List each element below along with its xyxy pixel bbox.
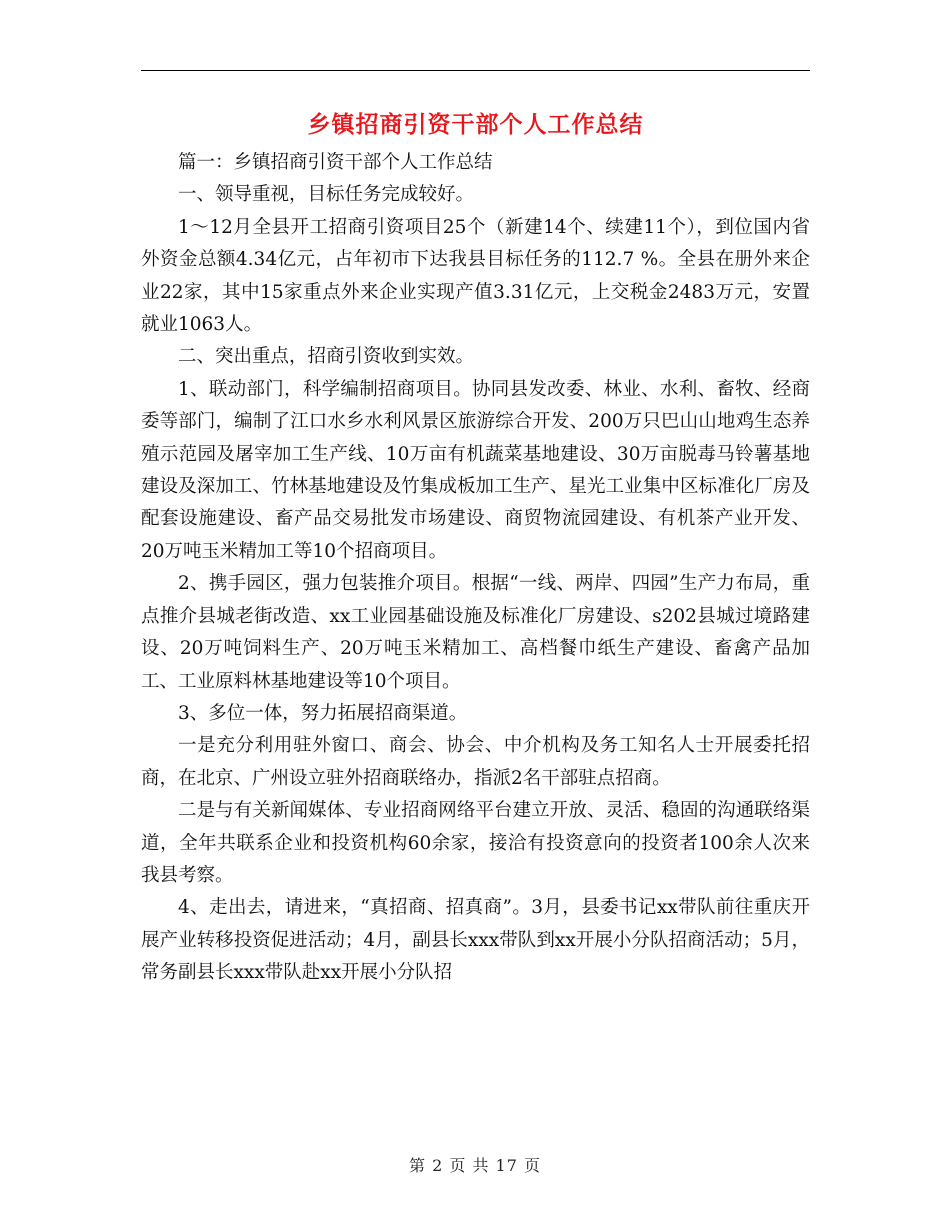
paragraph: 二、突出重点，招商引资收到实效。 xyxy=(178,346,475,368)
page-footer: 第 2 页 共 17 页 xyxy=(409,1156,541,1175)
paragraph: 篇一：乡镇招商引资干部个人工作总结 xyxy=(178,152,493,173)
document-title: 乡镇招商引资干部个人工作总结 xyxy=(307,111,644,138)
paragraph: 1、联动部门，科学编制招商项目。协同县发改委、林业、水利、畜牧、经商委等部门，编制了江口水乡水利风景区旅游综合开发、200万只巴山山地鸡生态养殖示范园及屠宰加工生产线、10万亩有机蔬菜基地建设、30万亩脱毒马铃薯基地建设及深加工、竹林基地建设及竹集成板加工生产、星光工业集中区标准化厂房及配套设施建设、畜产品交易批发市场建设、商贸物流园建设、有机茶产业开发、20万吨玉米精加工等10个招商项目。 xyxy=(141,378,810,562)
paragraph: 4、走出去，请进来，“真招商、招真商”。3月，县委书记xx带队前往重庆开展产业转移投资促进活动；4月，副县长xxx带队到xx开展小分队招商活动；5月，常务副县长xxx带队赴xx开展小分队招 xyxy=(141,897,810,984)
document-body xyxy=(141,147,810,990)
paragraph: 一是充分利用驻外窗口、商会、协会、中介机构及务工知名人士开展委托招商，在北京、广州设立驻外招商联络办，指派2名干部驻点招商。 xyxy=(141,735,810,789)
paragraph: 2、携手园区，强力包装推介项目。根据“一线、两岸、四园”生产力布局，重点推介县城老街改造、xx工业园基础设施及标准化厂房建设、s202县城过境路建设、20万吨饲料生产、20万吨玉米精加工、高档餐巾纸生产建设、畜禽产品加工、工业原料林基地建设等10个项目。 xyxy=(141,573,810,692)
paragraph: 二是与有关新闻媒体、专业招商网络平台建立开放、灵活、稳固的沟通联络渠道，全年共联系企业和投资机构60余家，接洽有投资意向的投资者100余人次来我县考察。 xyxy=(141,800,810,886)
paragraph: 3、多位一体，努力拓展招商渠道。 xyxy=(178,702,468,724)
header-rule xyxy=(141,70,810,71)
paragraph: 1～12月全县开工招商引资项目25个（新建14个、续建11个），到位国内省外资金总额4.34亿元，占年初市下达我县目标任务的112.7 %。全县在册外来企业22家，其中15家重点外来企业实现产值3.31亿元，上交税金2483万元，安置就业1063人。 xyxy=(141,216,810,336)
paragraph: 一、领导重视，目标任务完成较好。 xyxy=(178,184,475,206)
